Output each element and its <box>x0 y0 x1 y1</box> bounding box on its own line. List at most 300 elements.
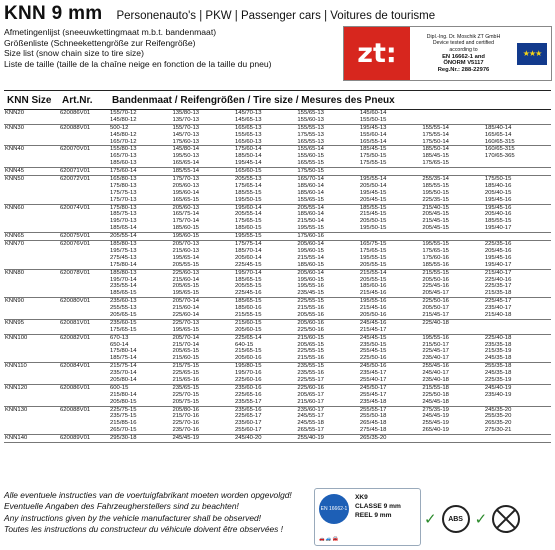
classe-value: 9 mm <box>383 503 401 510</box>
tire-size: 185/60-15 <box>234 225 262 232</box>
cert-line: Reg.Nr.: 288-22976 <box>437 66 490 73</box>
tire-size: 160/65-315 <box>484 138 515 145</box>
tire-size: 185/60-14 <box>297 182 324 189</box>
tire-size <box>485 399 547 406</box>
tire-size: 155/65-13 <box>234 131 262 138</box>
knn-size-cell: KNN90 <box>4 298 59 320</box>
tire-size: 170/65-365 <box>484 153 515 160</box>
tire-size: 215/55-15 <box>234 311 262 318</box>
knn-size-cell: KNN130 <box>4 406 59 435</box>
tire-size: 255/40-17 <box>359 376 387 383</box>
tire-size: 185/55-16 <box>422 261 449 268</box>
tire-size-column <box>172 320 234 334</box>
tire-size: 185/75-14 <box>110 355 137 362</box>
tire-size: 165/70-14 <box>297 176 324 183</box>
tire-size-column <box>235 407 297 435</box>
tire-size: 225/35-19 <box>484 376 512 383</box>
tire-size: 650-14 <box>110 341 129 348</box>
tire-size: 165/70-12 <box>110 138 137 145</box>
tire-size: 185/55-15 <box>422 182 449 189</box>
size-table <box>4 90 551 443</box>
tire-size: 165/75-14 <box>172 211 199 218</box>
tire-size: 185/55-15 <box>234 189 262 196</box>
tire-size: 185/55-15 <box>484 218 512 225</box>
table-header-row <box>4 91 551 110</box>
tire-size: 225/55-15 <box>297 298 324 305</box>
tire-size: 185/60-15 <box>297 261 324 268</box>
table-row <box>4 124 551 146</box>
tire-size-column <box>422 435 484 442</box>
tire-size-column <box>485 146 547 167</box>
tire-size: 205/60-14 <box>297 241 324 248</box>
tire-size-column <box>235 270 297 298</box>
tire-sizes-cell <box>109 204 551 233</box>
intro-line: Size list (snow chain size to tire size) <box>4 48 144 59</box>
knn-size-cell: KNN70 <box>4 241 59 270</box>
tire-size: 165/60-15 <box>234 168 262 175</box>
tire-size: 225/35-17 <box>484 283 512 290</box>
tire-size: 155/60-14 <box>359 131 387 138</box>
tire-size: 145/65-13 <box>234 116 262 123</box>
tire-size: 195/70-14 <box>234 269 262 276</box>
art-nr-cell: 620075V01 <box>59 233 109 241</box>
tire-size-column <box>485 241 547 269</box>
tire-size: 195/40-17 <box>484 225 512 232</box>
tire-size-column <box>422 335 484 363</box>
tire-size-column <box>235 241 297 269</box>
tire-size: 215/45-16 <box>359 305 387 312</box>
tire-size: 245/35-18 <box>484 355 512 362</box>
tire-size-column <box>297 320 359 334</box>
reel-label: REEL <box>355 512 373 519</box>
tire-size: 225/60-13 <box>172 269 199 276</box>
tire-size: 245/35-20 <box>484 406 512 413</box>
tire-sizes-cell <box>109 168 551 176</box>
tire-size-column <box>110 298 172 319</box>
art-nr-cell: 620072V01 <box>59 176 109 205</box>
tire-size-column <box>172 176 234 204</box>
tire-size: 205/70-13 <box>172 241 199 248</box>
tire-size: 185/60-16 <box>359 283 387 290</box>
tire-size: 185/65-15 <box>110 290 137 297</box>
tire-size: 215/55-18 <box>422 384 449 391</box>
tire-size: 235/60-17 <box>297 406 324 413</box>
tire-size: 215/65-15 <box>234 348 262 355</box>
tire-size: 215/45-15 <box>422 218 449 225</box>
knn-size-cell: KNN65 <box>4 233 59 241</box>
tire-size: 255/45-19 <box>422 420 449 427</box>
tire-size: 175/75-13 <box>110 189 137 196</box>
tire-size-column <box>297 270 359 298</box>
tire-size-column <box>485 205 547 233</box>
tire-size: 245/45-18 <box>422 398 449 405</box>
tire-size: 225/55-15 <box>297 348 324 355</box>
tire-size: 185/45-15 <box>359 146 387 153</box>
knn-size-cell: KNN30 <box>4 124 59 146</box>
tire-size: 215/50-17 <box>422 341 449 348</box>
tire-size: 215/85-16 <box>110 420 137 427</box>
tire-size-column <box>110 241 172 269</box>
tire-size: 245/50-16 <box>359 363 387 370</box>
art-nr-cell: 620086V01 <box>59 110 109 125</box>
tire-size: 205/55-15 <box>172 261 199 268</box>
art-nr-cell: 620076V01 <box>59 241 109 270</box>
tire-size: 185/65-14 <box>110 225 137 232</box>
tire-size-column <box>360 176 422 204</box>
tire-size: 235/45-18 <box>359 398 387 405</box>
tire-size: 235/70-14 <box>110 370 137 377</box>
tire-size: 165/80-13 <box>110 176 137 183</box>
knn-size-cell: KNN120 <box>4 384 59 406</box>
tire-size: 225/45-16 <box>422 283 449 290</box>
tire-size-column <box>485 233 547 240</box>
tire-size-column <box>110 320 172 334</box>
tire-size: 225/70-15 <box>172 391 199 398</box>
tire-size: 215/60-14 <box>172 305 199 312</box>
tire-size: 205/80-14 <box>110 376 137 383</box>
tire-size: 195/50-13 <box>172 153 199 160</box>
tire-size: 185/60-14 <box>297 189 324 196</box>
tire-size: 205/55-15 <box>359 261 387 268</box>
knn-size-cell: KNN140 <box>4 435 59 443</box>
tire-size: 195/45-15 <box>359 189 387 196</box>
tire-size-column <box>485 168 547 175</box>
tire-size: 175/65-14 <box>234 182 262 189</box>
no-icon <box>492 505 520 533</box>
tire-size-column <box>360 320 422 334</box>
tire-size: 225/40-16 <box>484 276 512 283</box>
tire-size-column <box>360 125 422 146</box>
tire-size: 255/35-14 <box>422 176 449 183</box>
tire-size: 165/55-15 <box>297 160 324 167</box>
tire-size-column <box>172 407 234 435</box>
tire-size: 215/70-14 <box>172 341 199 348</box>
tire-size: 205/50-16 <box>359 311 387 318</box>
tire-size: 195/45-14 <box>234 160 262 167</box>
check-icon: ✓ <box>424 511 437 528</box>
tire-size-column <box>172 298 234 319</box>
tire-size: 195/50-15 <box>422 189 449 196</box>
tire-sizes-cell <box>109 384 551 406</box>
tire-size: 205/55-14 <box>110 233 137 240</box>
tire-size: 205/60-15 <box>234 326 262 333</box>
tire-size-column <box>422 407 484 435</box>
tire-sizes-cell <box>109 363 551 385</box>
tire-size-column <box>172 110 234 124</box>
tire-size: 205/40-16 <box>484 211 512 218</box>
tire-size-column <box>297 205 359 233</box>
tire-size: 155/65-14 <box>297 146 324 153</box>
tire-sizes-cell <box>109 124 551 146</box>
table-row <box>4 176 551 205</box>
tire-size-column <box>297 407 359 435</box>
tire-size-column <box>422 205 484 233</box>
tire-size: 235/40-17 <box>422 355 449 362</box>
tire-size-column <box>360 270 422 298</box>
tire-size: 195/70-16 <box>234 370 262 377</box>
tire-sizes-cell <box>109 269 551 298</box>
tire-size-column <box>110 335 172 363</box>
header-tire-sizes: Bandenmaat / Reifengrößen / Tire size / Mesures des Pneux <box>109 91 551 110</box>
tire-size: 195/60-14 <box>172 189 199 196</box>
tire-size: 670-13 <box>110 334 129 341</box>
tire-size: 245/35-18 <box>484 370 512 377</box>
tire-size: 185/55-15 <box>359 204 387 211</box>
tire-size: 215/60-15 <box>234 319 262 326</box>
tire-size-column <box>485 176 547 204</box>
tire-size-column <box>235 363 297 384</box>
tire-size: 255/45-17 <box>359 391 387 398</box>
tire-size: 265/70-15 <box>110 427 137 434</box>
tire-size: 205/60-14 <box>297 269 324 276</box>
tire-size: 245/45-15 <box>359 334 387 341</box>
tire-size-column <box>235 110 297 124</box>
tire-size: 175/80-13 <box>110 204 137 211</box>
tire-size-column <box>360 335 422 363</box>
tire-size: 205/45-16 <box>484 247 512 254</box>
tire-size: 235/60-15 <box>110 319 137 326</box>
tire-size: 235/65-15 <box>172 384 199 391</box>
intro-text <box>4 27 334 69</box>
page-subtitle: Personenauto's | PKW | Passenger cars | Voitures de tourisme <box>116 10 436 22</box>
tire-size: 205/55-14 <box>297 204 324 211</box>
tire-size: 235/65-16 <box>234 406 262 413</box>
tire-size-column <box>360 241 422 269</box>
cert-text <box>410 32 517 76</box>
tire-size: 235/55-16 <box>297 370 324 377</box>
tire-size: 205/55-13 <box>234 176 262 183</box>
tire-size: 215/70-16 <box>172 413 199 420</box>
tire-size: 265/35-20 <box>484 420 512 427</box>
tire-size: 195/55-16 <box>422 334 449 341</box>
tire-size: 245/40-17 <box>422 370 449 377</box>
tire-size: 195/45-13 <box>359 124 387 131</box>
zt-logo: zt: <box>344 27 410 80</box>
tire-size: 175/60-16 <box>297 233 324 240</box>
tire-size: 205/60-16 <box>297 319 324 326</box>
tire-size: 275/35-19 <box>422 406 449 413</box>
tire-size: 195/55-14 <box>359 176 387 183</box>
tire-size-column <box>360 363 422 384</box>
tire-size: 155/60-15 <box>297 153 324 160</box>
tire-size: 235/40-18 <box>422 376 449 383</box>
certification-seal-icon: EN 16662-1 <box>319 494 349 524</box>
tire-size: 215/45-16 <box>359 290 387 297</box>
table-body <box>4 110 551 443</box>
intro-line: Größenliste (Schneekettengröße zur Reifengröße) <box>4 37 196 48</box>
tire-size-column <box>110 385 172 406</box>
tire-size: 215/60-13 <box>172 247 199 254</box>
tire-size: 135/80-13 <box>172 110 199 116</box>
tire-size-column <box>360 146 422 167</box>
tire-size-column <box>172 168 234 175</box>
tire-size-column <box>485 270 547 298</box>
intro-line: Afmetingenlijst (sneeuwkettingmaat m.b.t. bandenmaat) <box>4 27 217 37</box>
tire-size: 205/60-16 <box>234 355 262 362</box>
tire-size: 175/55-14 <box>422 131 449 138</box>
art-nr-cell: 620070V01 <box>59 146 109 168</box>
tire-size: 165/55-13 <box>297 138 324 145</box>
tire-size: 245/45-16 <box>359 319 387 326</box>
tire-size: 205/65-17 <box>297 391 324 398</box>
tire-size: 185/75-13 <box>110 211 137 218</box>
art-nr-cell: 620084V01 <box>59 363 109 385</box>
tire-size: 205/50-14 <box>359 182 387 189</box>
tire-size: 195/75-13 <box>110 247 137 254</box>
tire-size-column <box>110 407 172 435</box>
tire-size-column <box>235 146 297 167</box>
tire-size: 225/50-16 <box>359 355 387 362</box>
tire-size: 185/50-14 <box>422 146 449 153</box>
tire-size: 195/70-13 <box>110 218 137 225</box>
tire-size: 155/65-15 <box>297 196 324 203</box>
tire-size: 175/65-15 <box>422 160 449 167</box>
tire-size-column <box>235 298 297 319</box>
tire-size: 225/45-15 <box>234 261 262 268</box>
tire-size: 195/55-16 <box>297 283 324 290</box>
tire-size: 225/45-16 <box>234 290 262 297</box>
tire-size: 205/45-17 <box>422 290 449 297</box>
tire-size: 215/60-17 <box>297 398 324 405</box>
tire-size: 205/45-15 <box>422 211 449 218</box>
tire-size: 205/50-17 <box>422 305 449 312</box>
tire-size-column <box>297 146 359 167</box>
tire-size: 235/60-16 <box>234 384 262 391</box>
tire-size: 265/35-20 <box>359 435 387 442</box>
tire-size-column <box>235 205 297 233</box>
cert-line: EN 16662-1 and <box>442 53 485 60</box>
tire-size: 205/55-16 <box>297 311 324 318</box>
tire-size: 195/45-16 <box>484 196 512 203</box>
tire-size: 215/55-14 <box>297 254 324 261</box>
tire-size: 245/40-19 <box>484 384 512 391</box>
table-row <box>4 269 551 298</box>
knn-size-cell: KNN40 <box>4 146 59 168</box>
tire-size: 215/35-19 <box>484 348 512 355</box>
tire-size-column <box>422 125 484 146</box>
tire-size: 195/45-16 <box>484 254 512 261</box>
tire-size: 145/80-12 <box>110 116 137 123</box>
knn-size-cell: KNN60 <box>4 204 59 233</box>
tire-size: 205/80-16 <box>172 406 199 413</box>
tire-size: 165/65-14 <box>484 131 512 138</box>
tire-size: 175/50-15 <box>359 153 387 160</box>
tire-size: 235/35-18 <box>484 341 512 348</box>
tire-size-column <box>235 125 297 146</box>
tire-size: 135/70-13 <box>172 116 199 123</box>
tire-size: 225/70-13 <box>172 319 199 326</box>
table-row <box>4 334 551 363</box>
tire-size-column <box>172 363 234 384</box>
tire-size: 205/65-15 <box>297 341 324 348</box>
tire-size-column <box>360 110 422 124</box>
tire-size: 195/60-15 <box>297 247 324 254</box>
tire-size: 225/50-16 <box>422 298 449 305</box>
art-nr-cell: 620088V01 <box>59 124 109 146</box>
tire-size: 205/55-15 <box>359 276 387 283</box>
classe-label: CLASSE <box>355 503 382 510</box>
tire-size-column <box>297 298 359 319</box>
tire-size-column <box>422 270 484 298</box>
tire-size: 185/40-14 <box>484 124 512 131</box>
cert-line: ÖNORM V5117 <box>443 60 484 67</box>
tire-size: 235/55-14 <box>110 283 137 290</box>
tire-size: 255/45-15 <box>359 348 387 355</box>
tire-size-column <box>235 335 297 363</box>
tire-size-column <box>110 435 172 442</box>
tire-size: 155/55-14 <box>422 124 449 131</box>
tire-size: 235/40-17 <box>484 305 512 312</box>
tire-size: 185/60-13 <box>110 160 137 167</box>
knn-size-cell: KNN50 <box>4 176 59 205</box>
tire-size: 175/60-16 <box>422 254 449 261</box>
tire-size-column <box>110 125 172 146</box>
tire-size: 205/60-13 <box>172 204 199 211</box>
tire-size: 185/60-16 <box>234 305 262 312</box>
header <box>4 3 551 25</box>
tire-size: 195/45-16 <box>484 204 512 211</box>
art-nr-cell: 620078V01 <box>59 269 109 298</box>
tire-size: 165/70-13 <box>110 153 137 160</box>
tire-size-column <box>422 168 484 175</box>
tire-size: 245/50-17 <box>359 384 387 391</box>
tire-size-column <box>360 168 422 175</box>
tire-size: 185/65-15 <box>234 276 262 283</box>
tire-size: 245/55-18 <box>297 420 324 427</box>
table-row <box>4 168 551 176</box>
tire-size: 205/60-14 <box>234 254 262 261</box>
art-nr-cell: 620081V01 <box>59 319 109 334</box>
tire-sizes-cell <box>109 241 551 270</box>
tire-size: 255/40-19 <box>297 435 324 442</box>
tire-size: 175/55-15 <box>359 160 387 167</box>
tire-size-column <box>297 435 359 442</box>
tire-size: 215/35-18 <box>484 290 512 297</box>
tire-sizes-cell <box>109 146 551 168</box>
knn-size-cell: KNN100 <box>4 334 59 363</box>
tire-size: 195/80-15 <box>234 363 262 370</box>
tire-size: 225/40-18 <box>484 334 512 341</box>
tire-size: 215/40-18 <box>484 311 512 318</box>
tire-size: 195/65-15 <box>172 290 199 297</box>
tire-sizes-cell <box>109 233 551 241</box>
tire-size: 245/45-19 <box>172 435 199 442</box>
tire-size: 195/55-15 <box>297 225 324 232</box>
tire-size: 155/70-12 <box>110 110 137 116</box>
tire-size: 175/65-15 <box>422 247 449 254</box>
tire-size: 205/75-15 <box>172 398 199 405</box>
manufacturer-notice <box>4 490 309 535</box>
tire-size-column <box>172 241 234 269</box>
tire-size: 225/35-16 <box>484 241 512 248</box>
tire-size-column <box>110 168 172 175</box>
tire-size: 155/55-13 <box>297 124 324 131</box>
tire-size-column <box>235 320 297 334</box>
tire-size-column <box>422 385 484 406</box>
tire-size: 235/60-13 <box>110 298 137 305</box>
tire-size: 215/65-16 <box>172 376 199 383</box>
tire-size: 175/60-14 <box>110 168 137 175</box>
tire-size: 195/65-14 <box>172 254 199 261</box>
tire-size-column <box>235 176 297 204</box>
tire-size-column <box>172 146 234 167</box>
art-nr-cell: 620089V01 <box>59 435 109 443</box>
tire-size: 185/60-14 <box>297 211 324 218</box>
notice-line: Alle eventuele instructies van de voertuigfabrikant moeten worden opgevolgd! <box>4 490 292 500</box>
reel-value: 9 mm <box>374 512 392 519</box>
tire-size: 205/40-15 <box>484 189 512 196</box>
tire-size-column <box>360 385 422 406</box>
